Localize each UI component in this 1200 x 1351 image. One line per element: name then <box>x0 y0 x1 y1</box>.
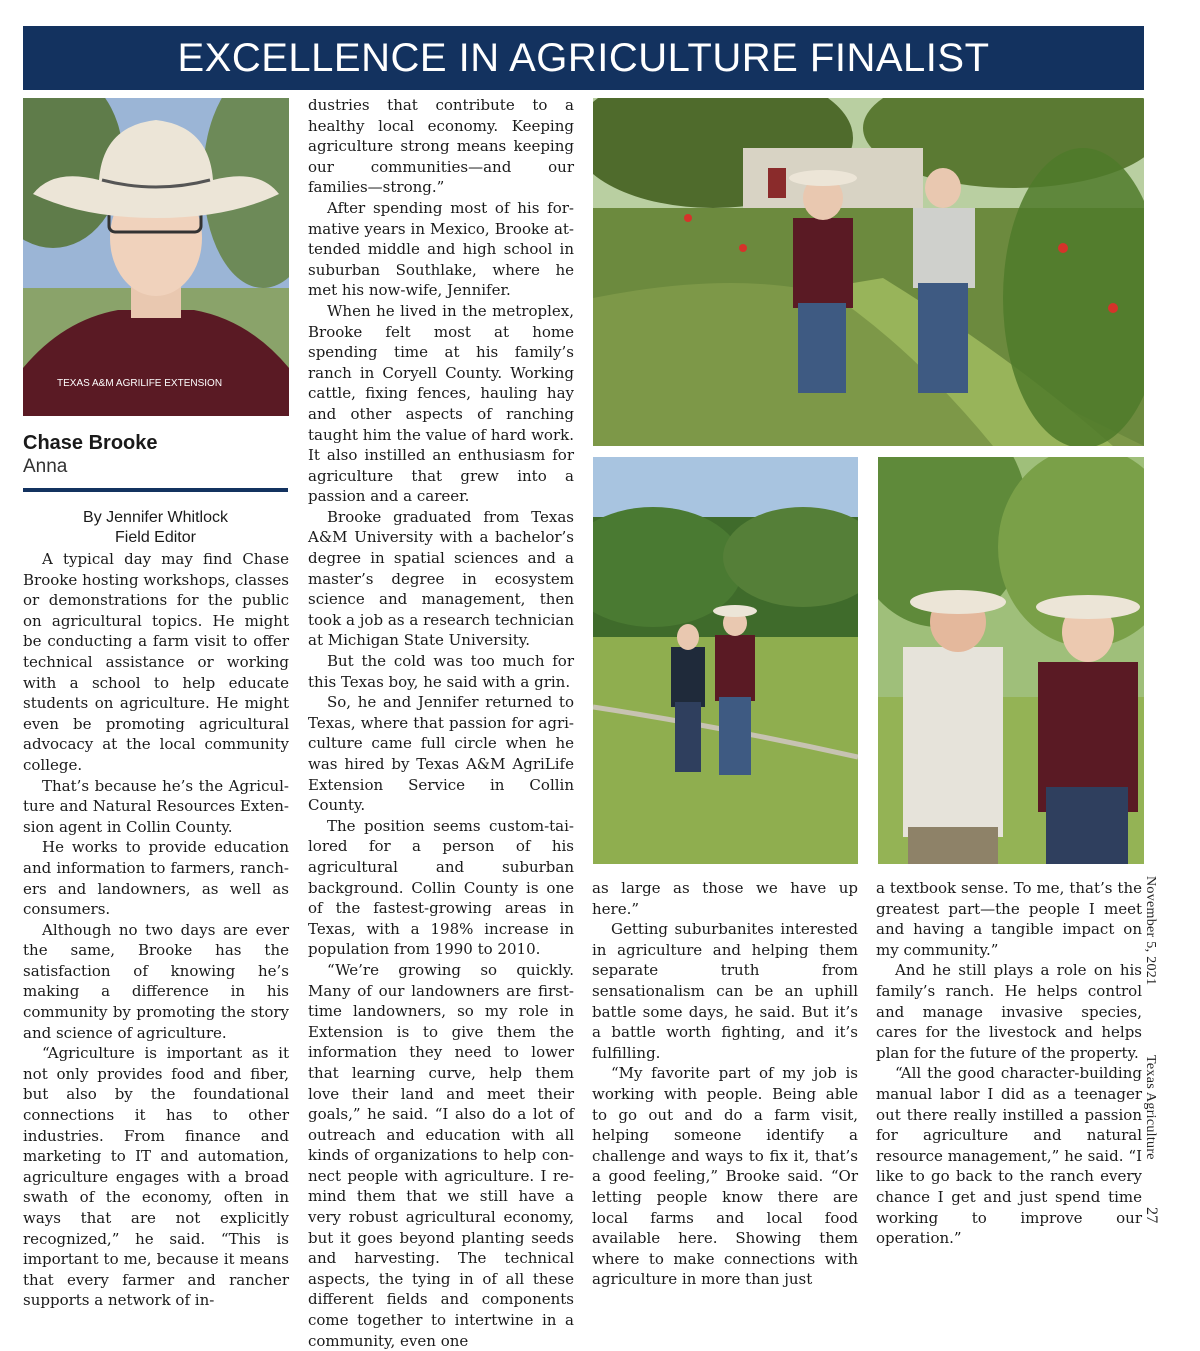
paragraph: “My favorite part of my job is working with people. Being able to go out and do a farm visit, helping someone identify a challenge and ways to fix it, that’s a good feeling,” Brooke said. “Or letting people know there are local farms and local food available here. Showing them where to make connections with agriculture in more than just <box>592 1064 858 1289</box>
paragraph: “We’re growing so quickly. Many of our landowners are first-time landowners, so my role in Extension is to give them the information they need to lower that learning curve, help them love their land and meet their goals,” he said. “I also do a lot of outreach and education with all kinds of organizations to help connect people with agriculture. I remind them that we still have a very robust agricultural economy, but it goes beyond planting seeds and harvesting. The technical aspects, the tying in of all these different fields and components come together to intertwine in a community, even one <box>308 960 574 1350</box>
divider-rule <box>23 488 288 492</box>
folio-page-number: 27 <box>1143 1207 1160 1224</box>
photo-walking-path <box>593 98 1144 446</box>
paragraph: Getting suburbanites interested in agriculture and helping them separate truth from sensationalism can be an uphill battle some days, he said. But it’s a battle worth fighting, and it’s fulfilling. <box>592 920 858 1062</box>
paragraph: After spending most of his formative years in Mexico, Brooke attended middle and high school in suburban Southlake, where he met his now-wife, Jennifer. <box>308 198 574 300</box>
paragraph: a textbook sense. To me, that’s the greatest part—the people I meet and having a tangible impact on my community.” <box>876 879 1142 959</box>
section-banner: EXCELLENCE IN AGRICULTURE FINALIST <box>23 26 1144 90</box>
article-column-3 <box>592 878 858 1290</box>
paragraph: That’s because he’s the Agriculture and Natural Resources Extension agent in Collin County. <box>23 776 289 836</box>
paragraph: Although no two days are ever the same, Brooke has the satisfaction of knowing he’s making a difference in his community by promoting the story and science of agriculture. <box>23 920 289 1042</box>
paragraph: And he still plays a role on his family’s ranch. He helps control and manage invasive species, cares for the livestock and helps plan for the future of the property. <box>876 961 1142 1062</box>
paragraph: When he lived in the metroplex, Brooke felt most at home spending time at his family’s ranch in Coryell County. Working cattle, fixing fences, hauling hay and other aspects of ranching taught him the value of hard work. It also instilled an enthusiasm for agriculture that grew into a passion and a career. <box>308 301 574 506</box>
article-column-4 <box>876 878 1142 1249</box>
paragraph: A typical day may find Chase Brooke hosting workshops, classes or demonstrations for the public on agricultural topics. He might be conducting a farm visit to offer technical assistance or working with a school to help educate students on agriculture. He might even be promoting agricultural advocacy at the local community college. <box>23 550 289 774</box>
folio-publication: Texas Agriculture <box>1143 1055 1158 1160</box>
paragraph: So, he and Jennifer returned to Texas, where that passion for agriculture came full circle when he was hired by Texas A&M AgriLife Extension Service in Collin County. <box>308 693 574 815</box>
portrait-photo <box>23 98 289 416</box>
photo-couple-field <box>593 457 858 864</box>
paragraph: “All the good character-building manual labor I did as a teenager out there really instilled a passion for agriculture and natural resource management,” he said. “I like to go back to the ranch every chance I get and just spend time working to improve our operation.” <box>876 1064 1142 1248</box>
shirt-logo: TEXAS A&M AGRILIFE EXTENSION <box>57 378 223 389</box>
article-column-2 <box>308 95 574 1351</box>
byline <box>23 508 288 548</box>
paragraph: as large as those we have up here.” <box>592 879 858 918</box>
paragraph: The position seems custom-tailored for a person of his agricultural and suburban background. Collin County is one of the fastest-growing areas in Texas, with a 198% increase in population from 1990 to 2010. <box>308 816 574 959</box>
profile-town: Anna <box>23 456 68 477</box>
byline-author: By Jennifer Whitlock <box>83 509 228 526</box>
paragraph: He works to provide education and information to farmers, ranchers and landowners, as well as consumers. <box>23 838 289 919</box>
profile-name: Chase Brooke <box>23 432 158 454</box>
byline-role: Field Editor <box>115 529 196 546</box>
paragraph: Brooke graduated from Texas A&M University with a bachelor’s degree in spatial sciences and a master’s degree in ecosystem science and management, then took a job as a research technician at Michigan State University. <box>308 507 574 650</box>
folio-date: November 5, 2021 <box>1143 876 1158 986</box>
paragraph: dustries that contribute to a healthy local economy. Keeping agriculture strong means keeping our communities—and our families—strong.” <box>308 96 574 197</box>
photo-two-men <box>878 457 1144 864</box>
paragraph: But the cold was too much for this Texas boy, he said with a grin. <box>308 652 574 691</box>
paragraph: “Agriculture is important as it not only provides food and fiber, but also by the foundational connections it has to other industries. From finance and marketing to IT and automation, agriculture engages with a broad swath of the economy, often in ways that are not explicitly recognized,” he said. “This is important to me, because it means that every farmer and rancher supports a network of in- <box>23 1044 289 1310</box>
article-column-1 <box>23 549 289 1311</box>
